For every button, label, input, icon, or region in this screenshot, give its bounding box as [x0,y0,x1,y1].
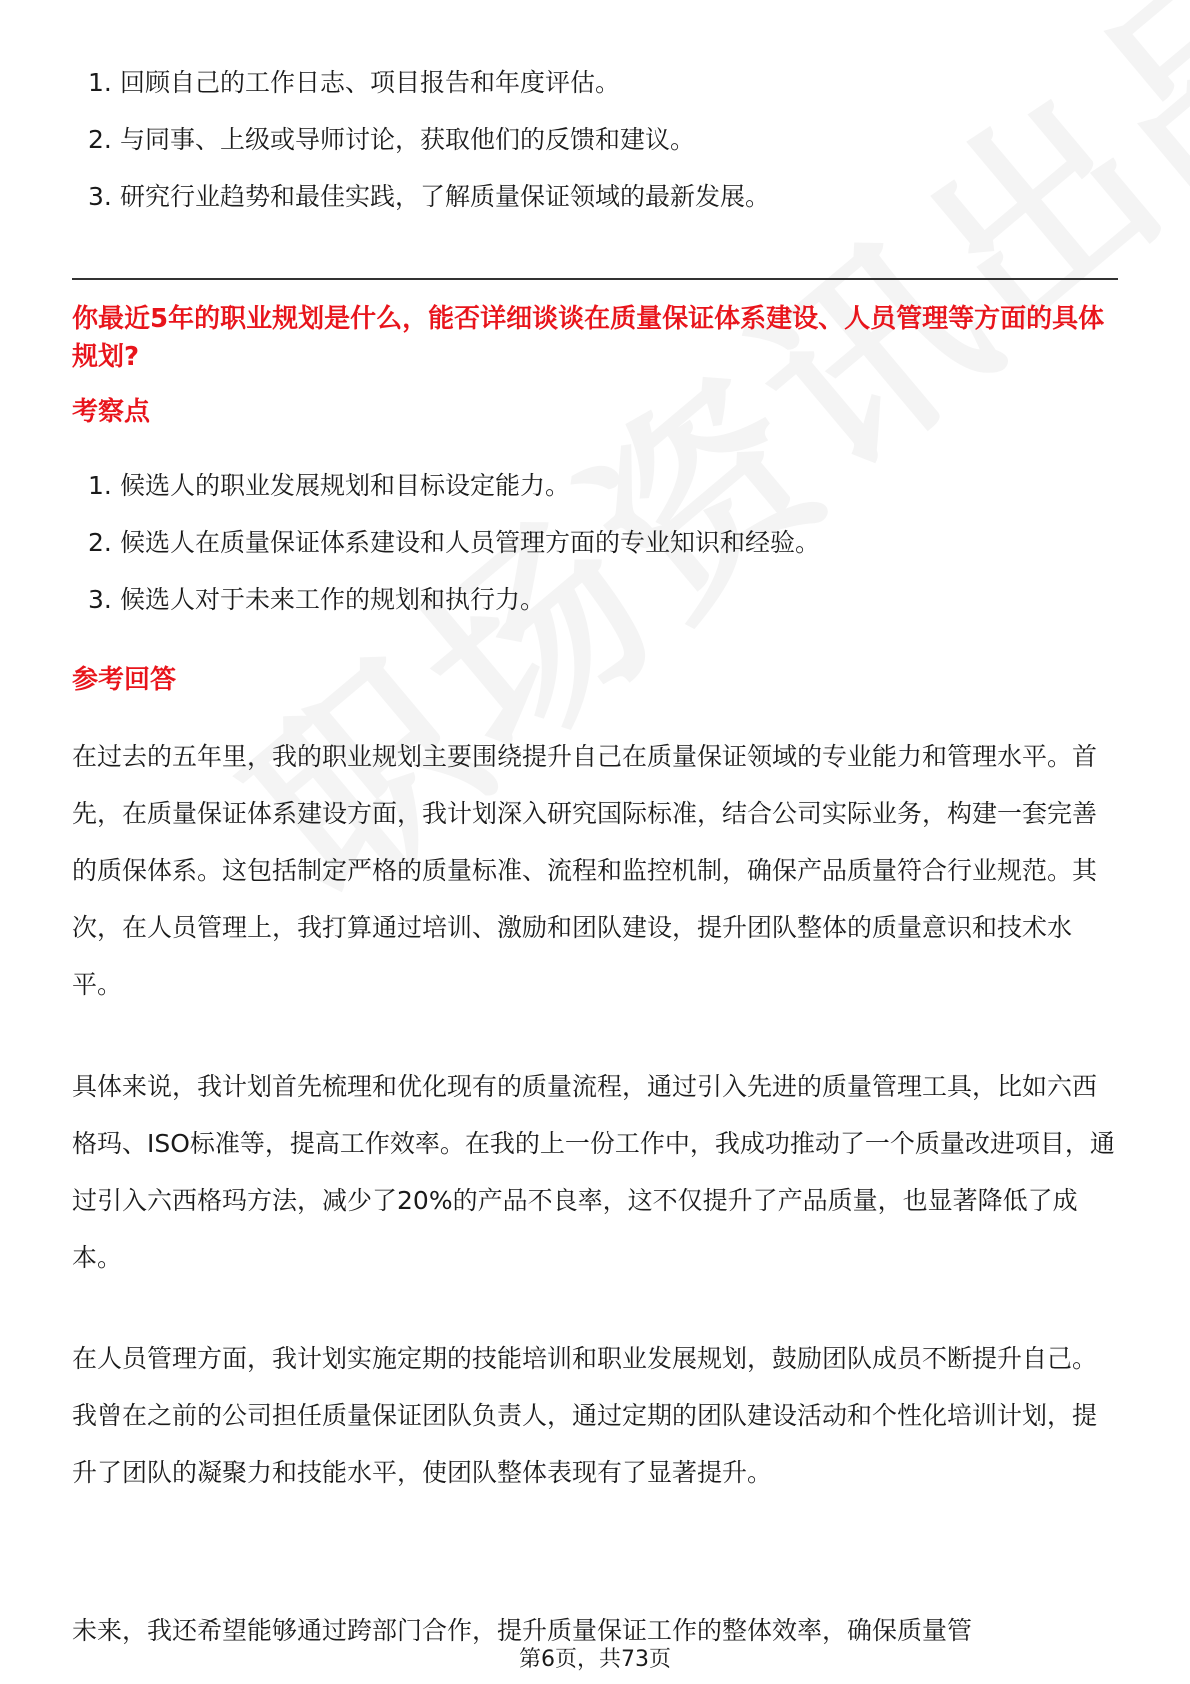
section-divider [72,278,1118,280]
list-text: 研究行业趋势和最佳实践，了解质量保证领域的最新发展。 [120,182,771,211]
list-text: 候选人对于未来工作的规划和执行力。 [120,585,546,614]
answer-paragraph: 具体来说，我计划首先梳理和优化现有的质量流程，通过引入先进的质量管理工具，比如六西格玛、ISO标准等，提高工作效率。在我的上一份工作中，我成功推动了一个质量改进项目，通过引入六西格玛方法，减少了20%的产品不良率，这不仅提升了产品质量，也显著降低了成本。 [72,1072,1115,1272]
list-item [72,66,770,100]
list-number: 1. [88,471,112,500]
exam-points-list [72,469,820,640]
document-page [72,0,1118,1684]
list-item [72,469,820,503]
answer-paragraph: 未来，我还希望能够通过跨部门合作，提升质量保证工作的整体效率，确保质量管 [72,1616,973,1645]
list-text: 候选人在质量保证体系建设和人员管理方面的专业知识和经验。 [120,528,821,557]
list-item [72,123,770,157]
list-number: 2. [88,125,112,154]
exam-points-heading: 考察点 [72,397,151,427]
list-number: 1. [88,68,112,97]
list-number: 3. [88,182,112,211]
list-item [72,583,820,617]
answer-paragraph: 在过去的五年里，我的职业规划主要围绕提升自己在质量保证领域的专业能力和管理水平。首先，在质量保证体系建设方面，我计划深入研究国际标准，结合公司实际业务，构建一套完善的质保体系。这包括制定严格的质量标准、流程和监控机制，确保产品质量符合行业规范。其次，在人员管理上，我打算通过培训、激励和团队建设，提升团队整体的质量意识和技术水平。 [72,742,1098,999]
list-item [72,526,820,560]
list-text: 回顾自己的工作日志、项目报告和年度评估。 [120,68,621,97]
list-text: 候选人的职业发展规划和目标设定能力。 [120,471,571,500]
intro-list [72,66,770,237]
list-number: 3. [88,585,112,614]
answer-paragraph: 在人员管理方面，我计划实施定期的技能培训和职业发展规划，鼓励团队成员不断提升自己。我曾在之前的公司担任质量保证团队负责人，通过定期的团队建设活动和个性化培训计划，提升了团队的凝聚力和技能水平，使团队整体表现有了显著提升。 [72,1344,1098,1487]
list-number: 2. [88,528,112,557]
interview-question: 你最近5年的职业规划是什么，能否详细谈谈在质量保证体系建设、人员管理等方面的具体规划? [72,304,1105,372]
reference-answer-heading: 参考回答 [72,665,177,695]
list-item [72,180,770,214]
page-footer: 第6页，共73页 [519,1647,671,1672]
list-text: 与同事、上级或导师讨论，获取他们的反馈和建议。 [120,125,696,154]
